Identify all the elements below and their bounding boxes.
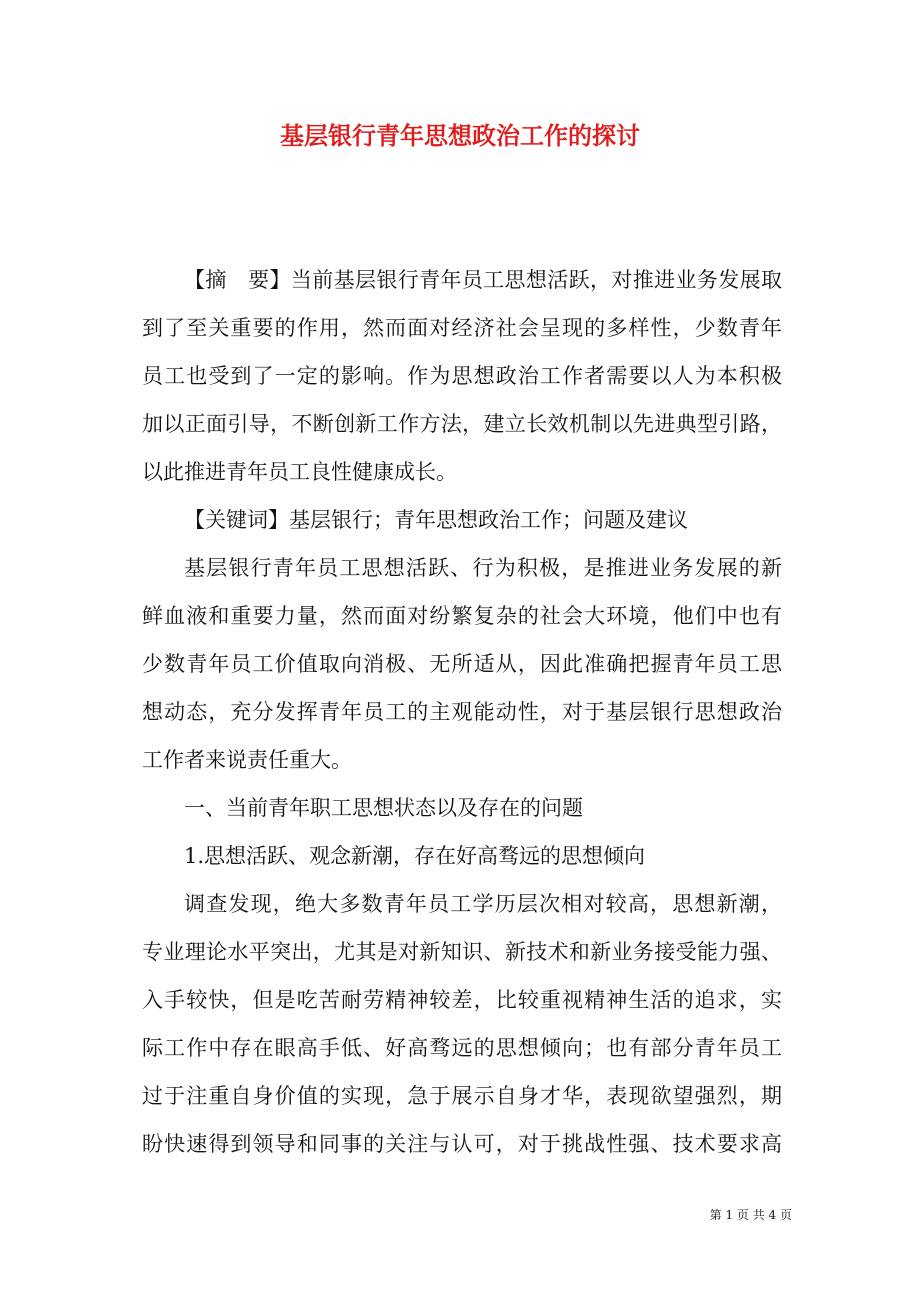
paragraph-line: 想动态，充分发挥青年员工的主观能动性，对于基层银行思想政治 bbox=[142, 700, 782, 724]
paragraph-line: 调查发现，绝大多数青年员工学历层次相对较高，思想新潮， bbox=[184, 892, 782, 916]
paragraph-line: 加以正面引导，不断创新工作方法，建立长效机制以先进典型引路， bbox=[142, 412, 782, 436]
paragraph-line: 入手较快，但是吃苦耐劳精神较差，比较重视精神生活的追求，实 bbox=[142, 988, 782, 1012]
paragraph-line: 少数青年员工价值取向消极、无所适从，因此准确把握青年员工思 bbox=[142, 652, 782, 676]
paragraph-line: 以此推进青年员工良性健康成长。 bbox=[142, 460, 457, 484]
document-body bbox=[142, 262, 782, 1174]
paragraph-line: 到了至关重要的作用，然而面对经济社会呈现的多样性，少数青年 bbox=[142, 316, 782, 340]
document-title: 基层银行青年思想政治工作的探讨 bbox=[280, 121, 640, 150]
paragraph-line: 基层银行青年员工思想活跃、行为积极，是推进业务发展的新 bbox=[184, 556, 782, 580]
paragraph-line: 盼快速得到领导和同事的关注与认可，对于挑战性强、技术要求高 bbox=[142, 1132, 782, 1156]
paragraph-line: 鲜血液和重要力量，然而面对纷繁复杂的社会大环境，他们中也有 bbox=[142, 604, 782, 628]
paragraph-line: 过于注重自身价值的实现，急于展示自身才华，表现欲望强烈，期 bbox=[142, 1084, 782, 1108]
paragraph-line: 工作者来说责任重大。 bbox=[142, 748, 352, 772]
subsection-heading: 1.思想活跃、观念新潮，存在好高骛远的思想倾向 bbox=[184, 844, 646, 868]
paragraph-line: 员工也受到了一定的影响。作为思想政治工作者需要以人为本积极 bbox=[142, 364, 782, 388]
page-number-footer: 第 1 页 共 4 页 bbox=[709, 1208, 792, 1222]
section-heading: 一、当前青年职工思想状态以及存在的问题 bbox=[184, 796, 583, 820]
paragraph-line: 【摘 要】当前基层银行青年员工思想活跃，对推进业务发展取 bbox=[184, 268, 782, 292]
paragraph-line: 际工作中存在眼高手低、好高骛远的思想倾向；也有部分青年员工 bbox=[142, 1036, 782, 1060]
keywords-line: 【关键词】基层银行；青年思想政治工作；问题及建议 bbox=[184, 508, 688, 532]
paragraph-line: 专业理论水平突出，尤其是对新知识、新技术和新业务接受能力强、 bbox=[142, 940, 782, 964]
